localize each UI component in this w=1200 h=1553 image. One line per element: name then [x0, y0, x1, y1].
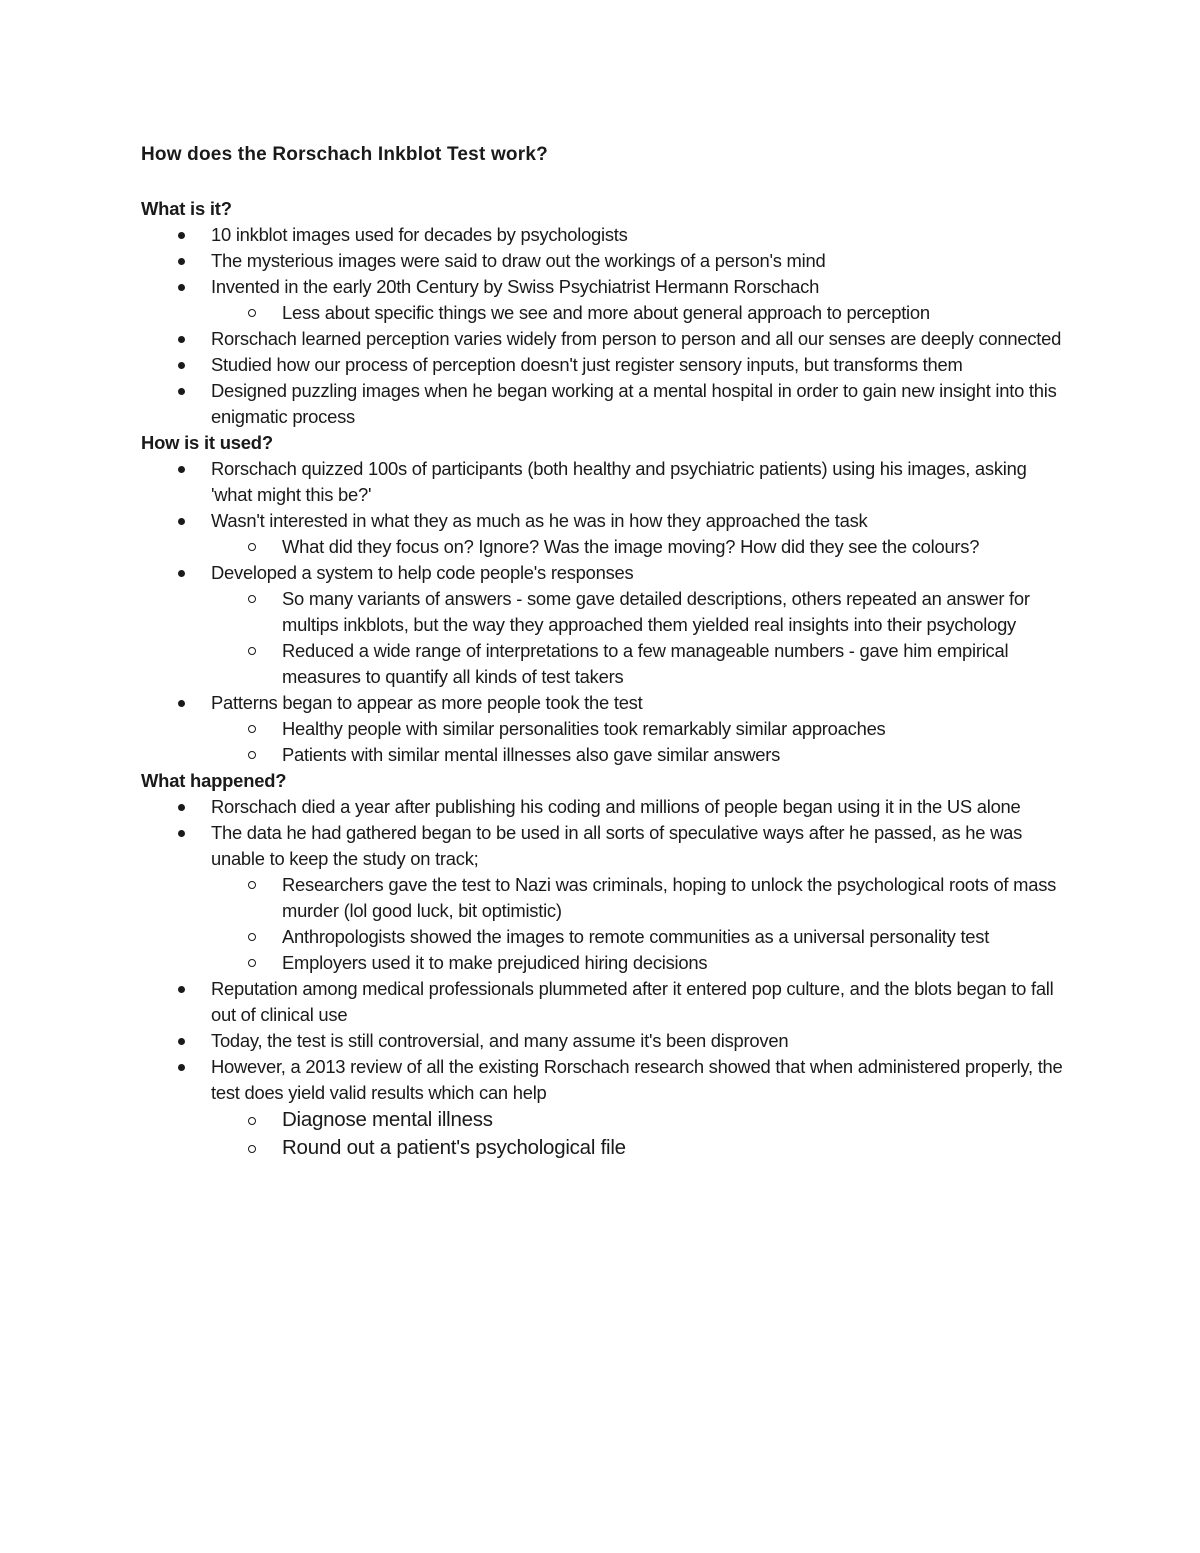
- sub-list-item: [211, 534, 1071, 560]
- bullet-list: [141, 456, 1071, 768]
- sub-list-item-text: Patients with similar mental illnesses also gave similar answers: [282, 744, 781, 765]
- sub-list-item: [211, 872, 1071, 924]
- list-item-text: Rorschach quizzed 100s of participants (both healthy and psychiatric patients) using his images, asking 'what might this be?': [211, 458, 1027, 505]
- list-item: [141, 222, 1071, 248]
- bullet-circle-icon: [248, 595, 256, 603]
- bullet-dot-icon: [178, 700, 185, 707]
- sub-list-item: [211, 300, 1071, 326]
- list-item: [141, 820, 1071, 976]
- list-item-text: Developed a system to help code people's responses: [211, 562, 634, 583]
- list-item-text: Patterns began to appear as more people took the test: [211, 692, 643, 713]
- bullet-list: [141, 794, 1071, 1162]
- bullet-dot-icon: [178, 570, 185, 577]
- list-item-text: Invented in the early 20th Century by Swiss Psychiatrist Hermann Rorschach: [211, 276, 820, 297]
- sub-list-item: [211, 1134, 1071, 1162]
- bullet-dot-icon: [178, 388, 185, 395]
- list-item-text: 10 inkblot images used for decades by psychologists: [211, 224, 628, 245]
- bullet-dot-icon: [178, 466, 185, 473]
- list-item: [141, 1054, 1071, 1162]
- section-heading: What is it?: [141, 198, 232, 219]
- bullet-circle-icon: [248, 309, 256, 317]
- sub-list-item: [211, 742, 1071, 768]
- bullet-circle-icon: [248, 959, 256, 967]
- bullet-dot-icon: [178, 1064, 185, 1071]
- sub-list-item: [211, 586, 1071, 638]
- sub-list-item: [211, 638, 1071, 690]
- bullet-dot-icon: [178, 258, 185, 265]
- list-item: [141, 456, 1071, 508]
- bullet-circle-icon: [248, 725, 256, 733]
- sub-list-item: [211, 924, 1071, 950]
- bullet-dot-icon: [178, 804, 185, 811]
- list-item-text: However, a 2013 review of all the existing Rorschach research showed that when administered properly, the test does yield valid results which can help: [211, 1056, 1063, 1103]
- sub-bullet-list: [211, 872, 1071, 976]
- sub-list-item-text: Healthy people with similar personalities took remarkably similar approaches: [282, 718, 886, 739]
- sub-list-item: [211, 716, 1071, 742]
- bullet-dot-icon: [178, 362, 185, 369]
- list-item-text: Wasn't interested in what they as much as he was in how they approached the task: [211, 510, 868, 531]
- sub-list-item-text: Diagnose mental illness: [282, 1108, 493, 1131]
- list-item: [141, 274, 1071, 326]
- sub-bullet-list: [211, 534, 1071, 560]
- sub-list-item-text: Anthropologists showed the images to remote communities as a universal personality test: [282, 926, 990, 947]
- bullet-dot-icon: [178, 986, 185, 993]
- list-item-text: The data he had gathered began to be used in all sorts of speculative ways after he passed, as he was unable to keep the study on track;: [211, 822, 1023, 869]
- bullet-dot-icon: [178, 518, 185, 525]
- sub-bullet-list: [211, 716, 1071, 768]
- bullet-circle-icon: [248, 933, 256, 941]
- list-item: [141, 352, 1071, 378]
- list-item: [141, 326, 1071, 352]
- sub-list-item-text: Researchers gave the test to Nazi was criminals, hoping to unlock the psychological roots of mass murder (lol good luck, bit optimistic): [282, 874, 1057, 921]
- sub-list-item: [211, 1106, 1071, 1134]
- sub-list-item-text: Less about specific things we see and more about general approach to perception: [282, 302, 930, 323]
- list-item-text: Studied how our process of perception doesn't just register sensory inputs, but transforms them: [211, 354, 963, 375]
- bullet-dot-icon: [178, 1038, 185, 1045]
- sub-list-item-text: Reduced a wide range of interpretations to a few manageable numbers - gave him empirical measures to quantify all kinds of test takers: [282, 640, 1009, 687]
- bullet-list: [141, 222, 1071, 430]
- list-item: [141, 794, 1071, 820]
- bullet-dot-icon: [178, 232, 185, 239]
- section-heading: What happened?: [141, 770, 287, 791]
- list-item: [141, 690, 1071, 768]
- list-item-text: Rorschach died a year after publishing his coding and millions of people began using it in the US alone: [211, 796, 1021, 817]
- sub-bullet-list: [211, 300, 1071, 326]
- sub-list-item-text: Employers used it to make prejudiced hiring decisions: [282, 952, 708, 973]
- list-item-text: The mysterious images were said to draw out the workings of a person's mind: [211, 250, 826, 271]
- bullet-dot-icon: [178, 336, 185, 343]
- list-item-text: Rorschach learned perception varies widely from person to person and all our senses are deeply connected: [211, 328, 1062, 349]
- sub-list-item-text: So many variants of answers - some gave detailed descriptions, others repeated an answer for multips inkblots, but the way they approached them yielded real insights into their psychology: [282, 588, 1030, 635]
- bullet-dot-icon: [178, 284, 185, 291]
- document-body: [141, 196, 1071, 1162]
- bullet-circle-icon: [248, 543, 256, 551]
- bullet-circle-icon: [248, 1117, 256, 1125]
- list-item-text: Today, the test is still controversial, and many assume it's been disproven: [211, 1030, 789, 1051]
- list-item-text: Reputation among medical professionals plummeted after it entered pop culture, and the blots began to fall out of clinical use: [211, 978, 1054, 1025]
- sub-bullet-list: [211, 586, 1071, 690]
- sub-list-item-text: Round out a patient's psychological file: [282, 1136, 626, 1159]
- list-item-text: Designed puzzling images when he began working at a mental hospital in order to gain new insight into this enigmatic process: [211, 380, 1057, 427]
- list-item: [141, 508, 1071, 560]
- page-title: How does the Rorschach Inkblot Test work?: [141, 144, 548, 165]
- list-item: [141, 976, 1071, 1028]
- list-item: [141, 1028, 1071, 1054]
- bullet-circle-icon: [248, 1145, 256, 1153]
- bullet-circle-icon: [248, 751, 256, 759]
- list-item: [141, 378, 1071, 430]
- bullet-dot-icon: [178, 830, 185, 837]
- bullet-circle-icon: [248, 881, 256, 889]
- list-item: [141, 248, 1071, 274]
- list-item: [141, 560, 1071, 690]
- sub-bullet-list: [211, 1106, 1071, 1162]
- sub-list-item-text: What did they focus on? Ignore? Was the image moving? How did they see the colours?: [282, 536, 980, 557]
- sub-list-item: [211, 950, 1071, 976]
- section-heading: How is it used?: [141, 432, 273, 453]
- bullet-circle-icon: [248, 647, 256, 655]
